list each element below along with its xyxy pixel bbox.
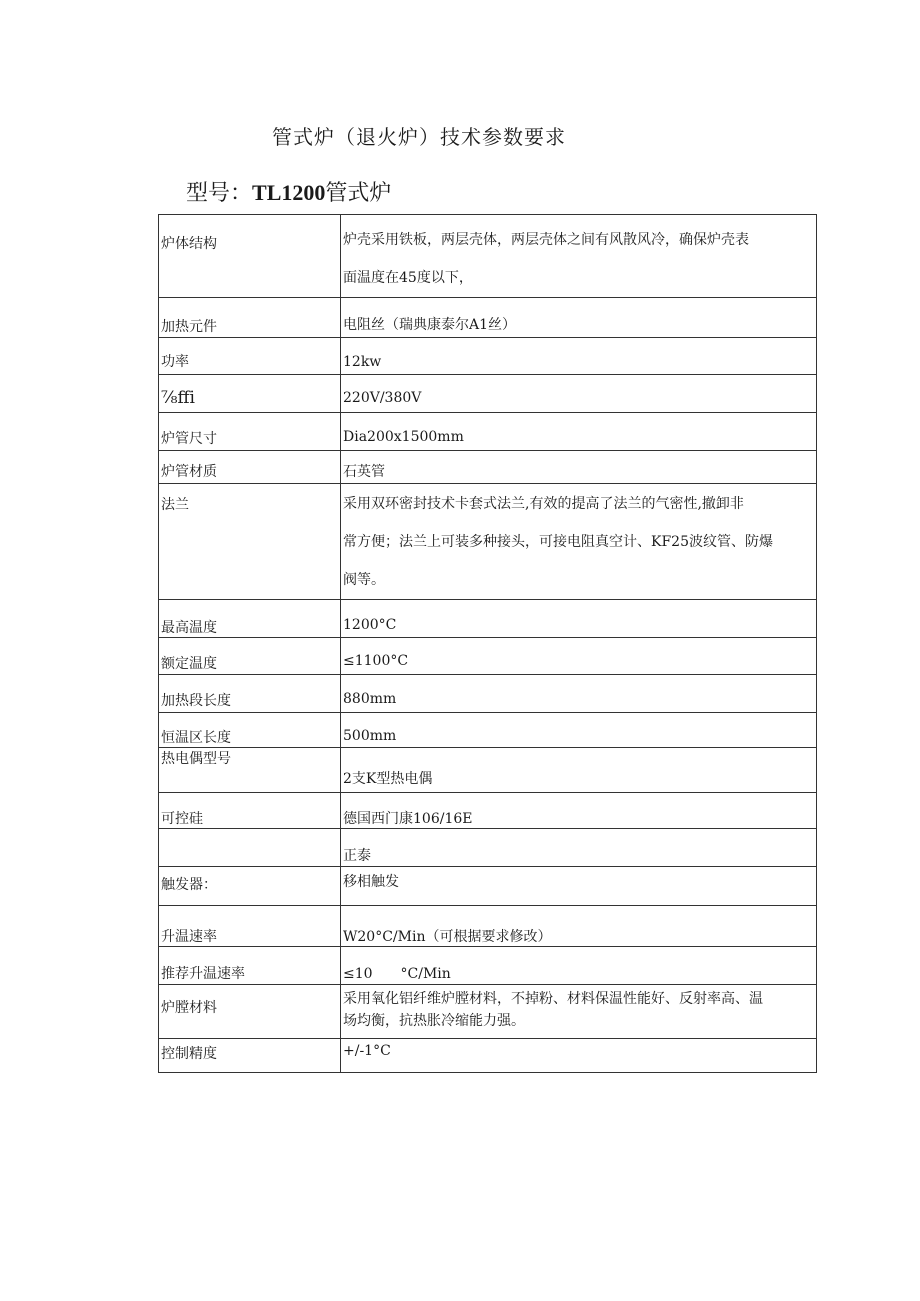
table-row bbox=[159, 713, 817, 748]
table-row bbox=[159, 298, 817, 338]
table-row bbox=[159, 338, 817, 375]
row-label: 可控硅 bbox=[159, 793, 341, 829]
row-value: 500mm bbox=[341, 713, 817, 748]
table-row bbox=[159, 985, 817, 1039]
table-row bbox=[159, 906, 817, 947]
spec-table bbox=[158, 214, 817, 1073]
table-row bbox=[159, 748, 817, 793]
row-label: 炉体结构 bbox=[159, 215, 341, 298]
row-value: Dia200x1500mm bbox=[341, 413, 817, 451]
row-value: 德国西门康106/16E bbox=[341, 793, 817, 829]
row-value: 12kw bbox=[341, 338, 817, 375]
table-row bbox=[159, 829, 817, 867]
model-suffix: 管式炉 bbox=[325, 181, 392, 206]
row-label: 加热元件 bbox=[159, 298, 341, 338]
model-label: 型号： bbox=[186, 181, 253, 206]
row-label: 功率 bbox=[159, 338, 341, 375]
row-label: 控制精度 bbox=[159, 1039, 341, 1073]
row-label: 炉膛材料 bbox=[159, 985, 341, 1039]
model-value: TL1200 bbox=[252, 180, 326, 205]
row-value: 220V/380V bbox=[341, 375, 817, 413]
row-label: 升温速率 bbox=[159, 906, 341, 947]
row-label: 额定温度 bbox=[159, 638, 341, 675]
model-line bbox=[186, 176, 391, 207]
row-value: 采用双环密封技术卡套式法兰,有效的提高了法兰的气密性,撤卸非 常方便；法兰上可装多种接头，可接电阻真空计、KF25波纹管、防爆 阀等。 bbox=[341, 484, 817, 600]
row-value: 880mm bbox=[341, 675, 817, 713]
row-value: 电阻丝（瑞典康泰尔A1丝） bbox=[341, 298, 817, 338]
row-value: 石英管 bbox=[341, 451, 817, 484]
row-value: ≤1100°C bbox=[341, 638, 817, 675]
row-value: 炉壳采用铁板，两层壳体，两层壳体之间有风散风冷，确保炉壳表 面温度在45度以下， bbox=[341, 215, 817, 298]
table-row bbox=[159, 375, 817, 413]
row-label: 触发器： bbox=[159, 867, 341, 906]
table-row bbox=[159, 793, 817, 829]
table-row bbox=[159, 867, 817, 906]
table-row bbox=[159, 484, 817, 600]
document-title: 管式炉（退火炉）技术参数要求 bbox=[272, 125, 566, 149]
row-label: 推荐升温速率 bbox=[159, 947, 341, 985]
row-value: W20°C/Min（可根据要求修改） bbox=[341, 906, 817, 947]
row-value: 2支K型热电偶 bbox=[341, 748, 817, 793]
row-value: 移相触发 bbox=[341, 867, 817, 906]
table-row bbox=[159, 1039, 817, 1073]
row-value: 1200°C bbox=[341, 600, 817, 638]
row-label bbox=[159, 829, 341, 867]
table-row bbox=[159, 215, 817, 298]
row-label: 加热段长度 bbox=[159, 675, 341, 713]
row-label: 法兰 bbox=[159, 484, 341, 600]
table-row bbox=[159, 947, 817, 985]
table-row bbox=[159, 675, 817, 713]
row-label: 恒温区长度 bbox=[159, 713, 341, 748]
row-label: 炉管尺寸 bbox=[159, 413, 341, 451]
table-row bbox=[159, 413, 817, 451]
row-label: 最高温度 bbox=[159, 600, 341, 638]
table-row bbox=[159, 600, 817, 638]
row-label: 热电偶型号 bbox=[159, 748, 341, 793]
row-value: 正泰 bbox=[341, 829, 817, 867]
row-value: +/-1°C bbox=[341, 1039, 817, 1073]
row-value: ≤10 °C/Min bbox=[341, 947, 817, 985]
table-row bbox=[159, 638, 817, 675]
row-label: ⅞ffi bbox=[159, 375, 341, 413]
row-label: 炉管材质 bbox=[159, 451, 341, 484]
table-row bbox=[159, 451, 817, 484]
row-value: 采用氧化铝纤维炉膛材料，不掉粉、材料保温性能好、反射率高、温 场均衡，抗热胀冷缩能力强。 bbox=[341, 985, 817, 1039]
